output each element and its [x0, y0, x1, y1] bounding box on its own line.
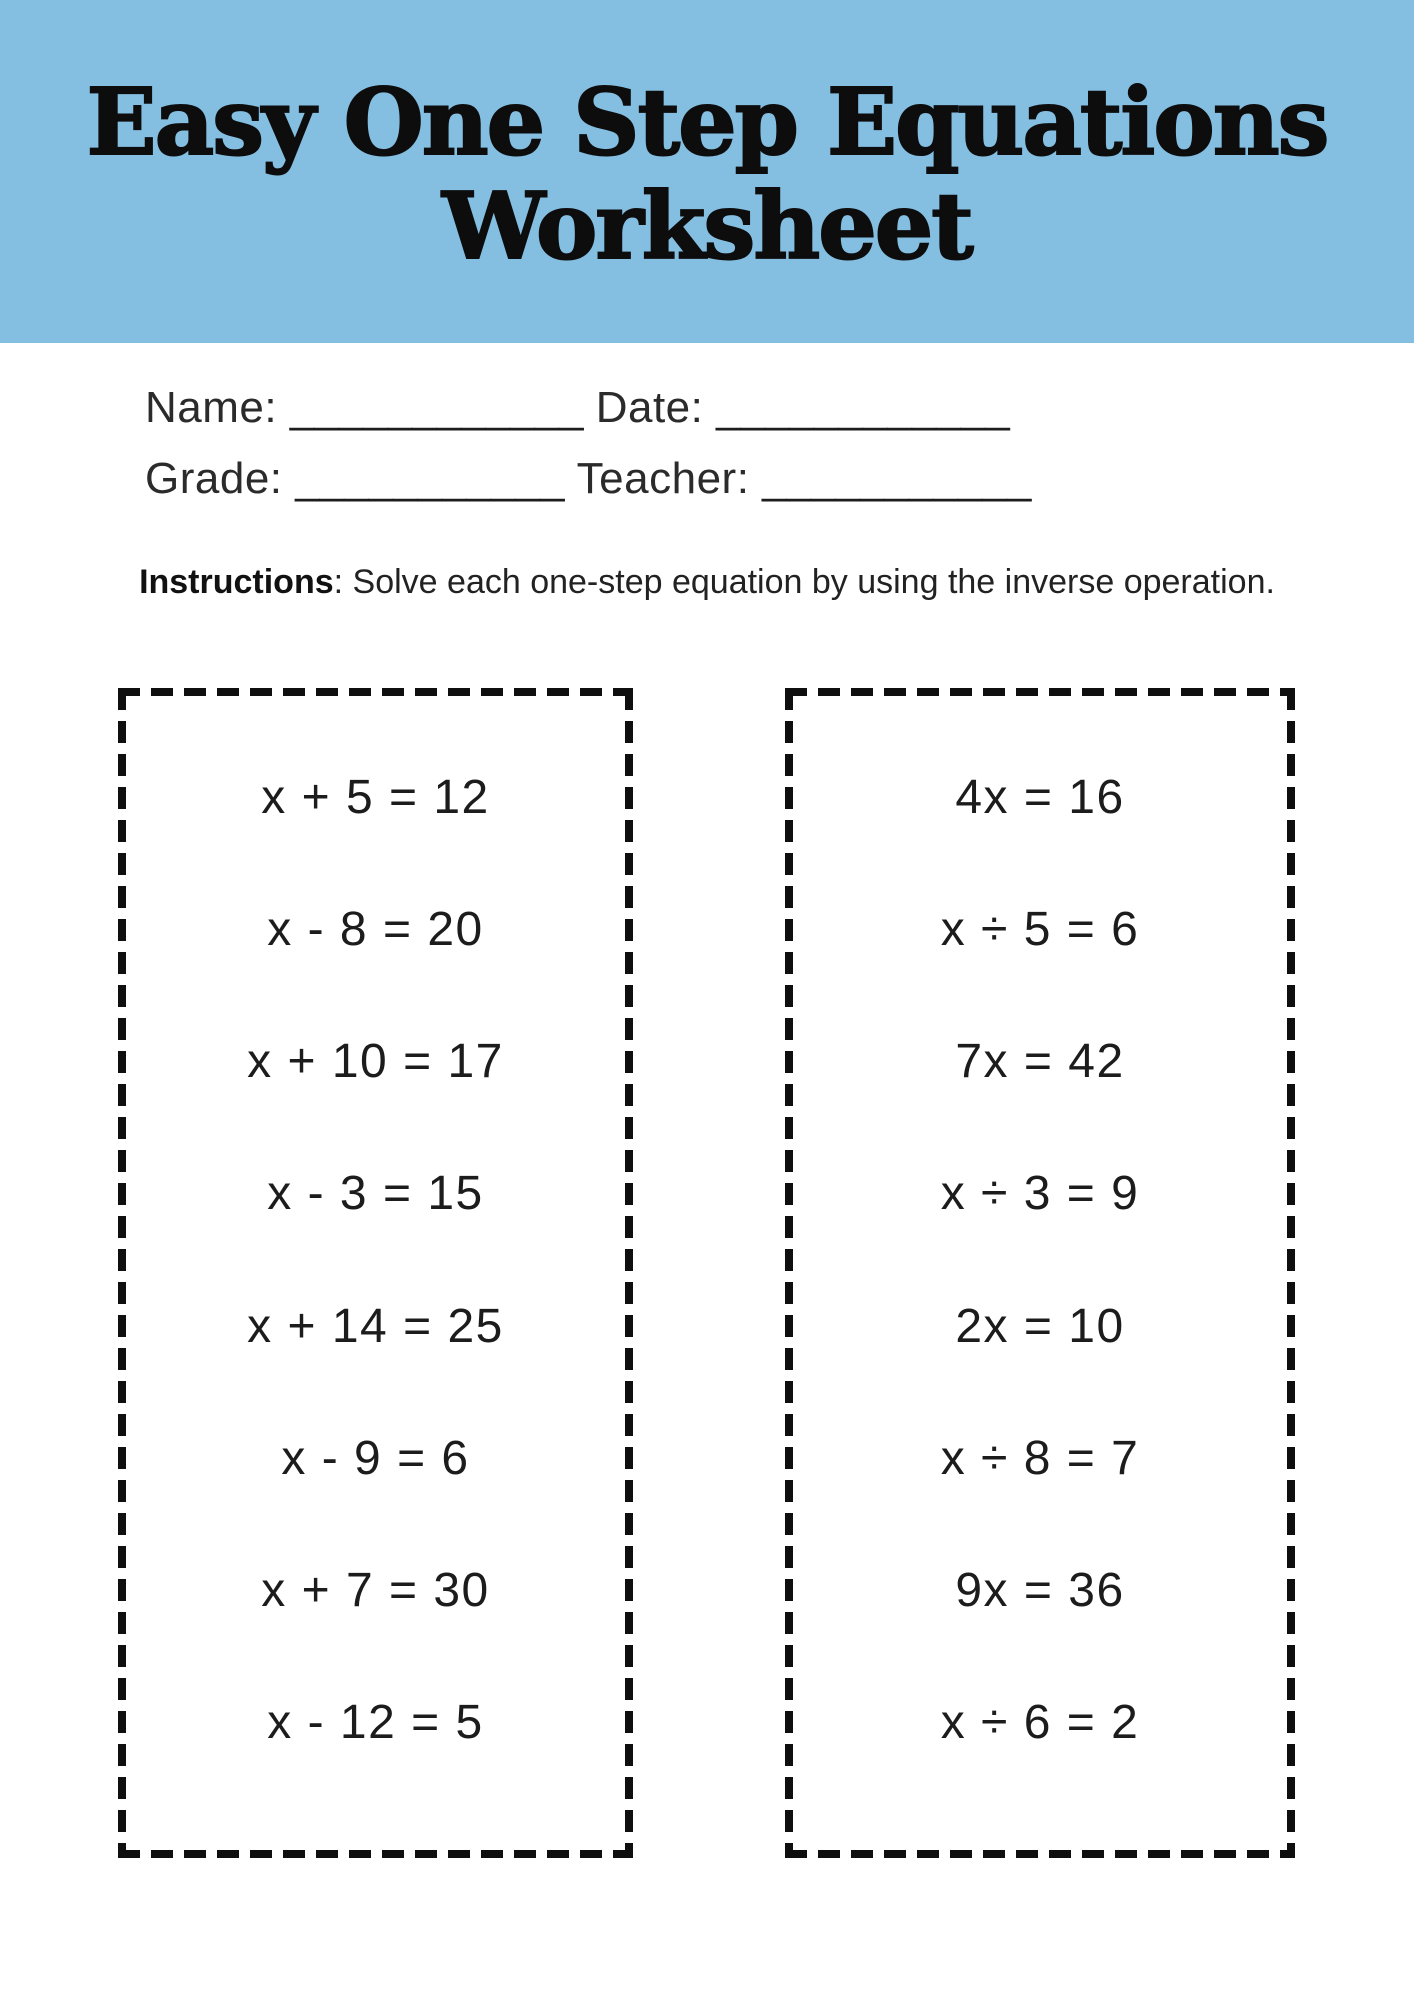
date-label: Date:: [595, 383, 717, 432]
teacher-blank-line: ___________: [762, 454, 1032, 503]
date-blank-line: ____________: [716, 383, 1010, 432]
grade-blank-line: ___________: [295, 454, 577, 503]
right-problems-box: [785, 688, 1295, 1858]
instructions-label: Instructions: [139, 563, 334, 601]
student-fields: [145, 372, 1031, 514]
equation: x ÷ 8 = 7: [940, 1431, 1140, 1485]
grade-label: Grade:: [145, 454, 296, 503]
field-row-2: [145, 443, 1031, 514]
equation: x - 12 = 5: [267, 1695, 484, 1749]
equation: 7x = 42: [955, 1035, 1125, 1089]
name-label: Name:: [145, 383, 290, 432]
equation: x - 9 = 6: [281, 1431, 470, 1485]
title-line-2: Worksheet: [442, 171, 972, 280]
field-row-1: [145, 372, 1031, 443]
equation: x ÷ 3 = 9: [940, 1167, 1140, 1221]
equation: 4x = 16: [955, 771, 1125, 824]
name-blank-line: ____________: [289, 383, 596, 432]
equation: x + 10 = 17: [247, 1035, 504, 1089]
equation: x + 7 = 30: [261, 1563, 490, 1617]
equation: 9x = 36: [955, 1563, 1125, 1617]
worksheet-title: [86, 68, 1328, 280]
equation: 2x = 10: [955, 1299, 1125, 1353]
header-banner: [0, 0, 1414, 343]
teacher-label: Teacher:: [576, 454, 763, 503]
equation: x ÷ 5 = 6: [940, 903, 1140, 957]
equation: x + 14 = 25: [247, 1299, 504, 1353]
title-line-1: Easy One Step Equations: [86, 68, 1328, 177]
instructions-text: [132, 556, 1282, 609]
equation: x - 3 = 15: [267, 1167, 484, 1221]
left-problems-box: [118, 688, 633, 1858]
equation: x + 5 = 12: [261, 771, 490, 824]
instructions-body: : Solve each one-step equation by using the inverse operation.: [333, 563, 1275, 601]
equation: x ÷ 6 = 2: [940, 1695, 1140, 1749]
equation: x - 8 = 20: [267, 903, 484, 957]
